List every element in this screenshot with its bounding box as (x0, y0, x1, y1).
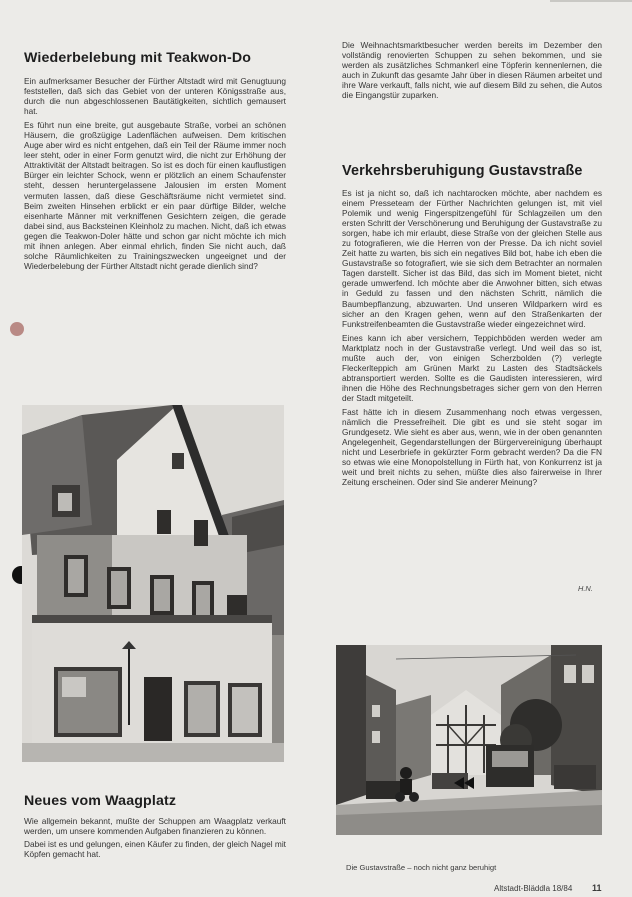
article-paragraph: Wie allgemein bekannt, mußte der Schuppen am Waagplatz verkauft werden, um unsere kommenden Aufgaben finanzieren zu können. (24, 816, 286, 837)
author-signature: H.N. (578, 584, 593, 593)
article-paragraph: Fast hätte ich in diesem Zusammenhang noch etwas vergessen, nämlich die Pressefreiheit. Die gibt es und sie steht sogar im Grundgesetz. Wie sieht es aber aus, wenn, wie in der oben genannten Angelegenheit, Gegendarstellungen der Bürgervereinigung überhaupt nicht und Leserbriefe in gekürzter Form gebracht werden? Da die FN so etwas wie eine Monopolstellung in Fürth hat, von Konkurrenz ist ja weit und breit nichts zu sehen, müßte dies also fairerweise in Ihrer Zeitung erscheinen. Oder sind Sie anderer Meinung? (342, 406, 602, 488)
article-teakwondo (24, 50, 286, 271)
article-paragraph: Es ist ja nicht so, daß ich nachtarocken möchte, aber nachdem es einem Presseteam der Fürther Nachrichten gelungen ist, mit viel Polemik und wenig Fingerspitzengefühl für Schlagzeilen um den ersten Schritt der Verschönerung und Beruhigung der Gustavstraße zu sorgen, habe ich mir erlaubt, diese Straße von der gleichen Stelle aus zu fotografieren, wie die Herren von der Presse. Da ich nicht soviel Zeit hatte zu warten, bis sich ein negatives Bild bot, habe ich eben die Gustavstraße so fotografiert, wie sie sich dem Betrachter an normalen Tagen darstellt. Sicher ist das Bild, das sich im Moment bietet, nicht gerade umwerfend. Ich möchte aber die Anwohner bitten, sich etwas in Geduld zu fassen und den nächsten Schritt, nämlich die Baumbepflanzung, abzuwarten. Und unseren Wildparkern wird es sicher an den Kragen gehen, wenn auf den Straßenkarten der Funkstreifenbeamten die Gustavstraße wieder eingezeichnet wird. (342, 188, 602, 329)
article-gustavstrasse (342, 163, 602, 487)
photo-caption: Die Gustavstraße – noch nicht ganz beruhigt (346, 863, 497, 872)
house-photo (22, 405, 284, 762)
punch-hole-mark (10, 322, 24, 336)
article-waagplatz (24, 793, 286, 859)
article-paragraph: Eines kann ich aber versichern, Teppichböden werden weder am Marktplatz noch in der Gustavstraße verlegt. Und weil das so ist, mußte auch der, von einigen Scherzbolden (?) verlegte Fleckerlteppich am Grünen Markt zu Lasten des Stadtsäckels abtransportiert werden. Sollte es die Gaudisten interessieren, wird ihnen die Höhe des Rechnungsbetrages sicher gern von den Herren der Stadt mitgeteilt. (342, 332, 602, 403)
footer-publication: Altstadt-Bläddla 18/84 (494, 884, 573, 893)
article-continuation (342, 40, 602, 100)
article-paragraph: Dabei ist es und gelungen, einen Käufer zu finden, der gleich Nagel mit Köpfen gemacht hat. (24, 839, 286, 860)
top-edge-line (550, 0, 632, 2)
article-title: Verkehrsberuhigung Gustavstraße (342, 163, 583, 179)
page-number: 11 (592, 883, 602, 893)
article-paragraph: Ein aufmerksamer Besucher der Fürther Altstadt wird mit Genugtuung feststellen, daß sich das Gebiet von der unteren Königsstraße aus, durch die nun abgeschlossenen Bautätigkeiten, sichtlich gemausert hat. (24, 76, 286, 117)
article-paragraph: Die Weihnachtsmarktbesucher werden bereits im Dezember den vollständig renovierten Schuppen zu sehen bekommen, und sie werden als zusätzliches Schmankerl eine Töpferin kennenlernen, die auch in Zukunft das gesamte Jahr über in diesen Räumen arbeitet und ihre Ware verkauft, falls nicht, wie auf diesem Bild zu sehen, die Autos die Eingangstür zuparken. (342, 40, 602, 101)
house-illustration (22, 405, 284, 762)
street-photo (336, 645, 602, 835)
article-title: Wiederbelebung mit Teakwon-Do (24, 50, 252, 66)
article-paragraph: Es führt nun eine breite, gut ausgebaute Straße, vorbei an schönen Häusern, die großzügige Ladenflächen aufweisen. Dem kritischen Auge aber wird es nicht entgehen, daß ein Teil der Räume immer noch leer steht, oder in einer Form genutzt wird, die nicht zur Erhöhung der Attraktivität der Altstadt beitragen. So ist es doch für einen kauflustigen Bürger ein leichter Schock, wenn er plötzlich an einem Schaufenster steht, dessen heruntergelassene Jalousien im ersten Moment vermuten lassen, daß diese Geschäftsräume nicht vermietet sind. Beim zweiten Hinsehen erblickt er ein paar dürftige Bilder, welche eisenharte Männer mit verkniffenen Gesichtern zeigen, die gerade dabei sind, aus Backsteinen Kleinholz zu machen. Nicht, daß ich etwas gegen die Teakwon-Doler hätte und schon gar nicht möchte ich mich mit ihnen anlegen. Aber einmal ehrlich, finden Sie nicht auch, daß solche Räumlichkeiten zu Trainingszwecken ungeeignet und der Wiederbelebung der Fürther Altstadt nicht gerade dienlich sind? (24, 120, 286, 271)
street-illustration (336, 645, 602, 835)
article-title: Neues vom Waagplatz (24, 793, 177, 809)
